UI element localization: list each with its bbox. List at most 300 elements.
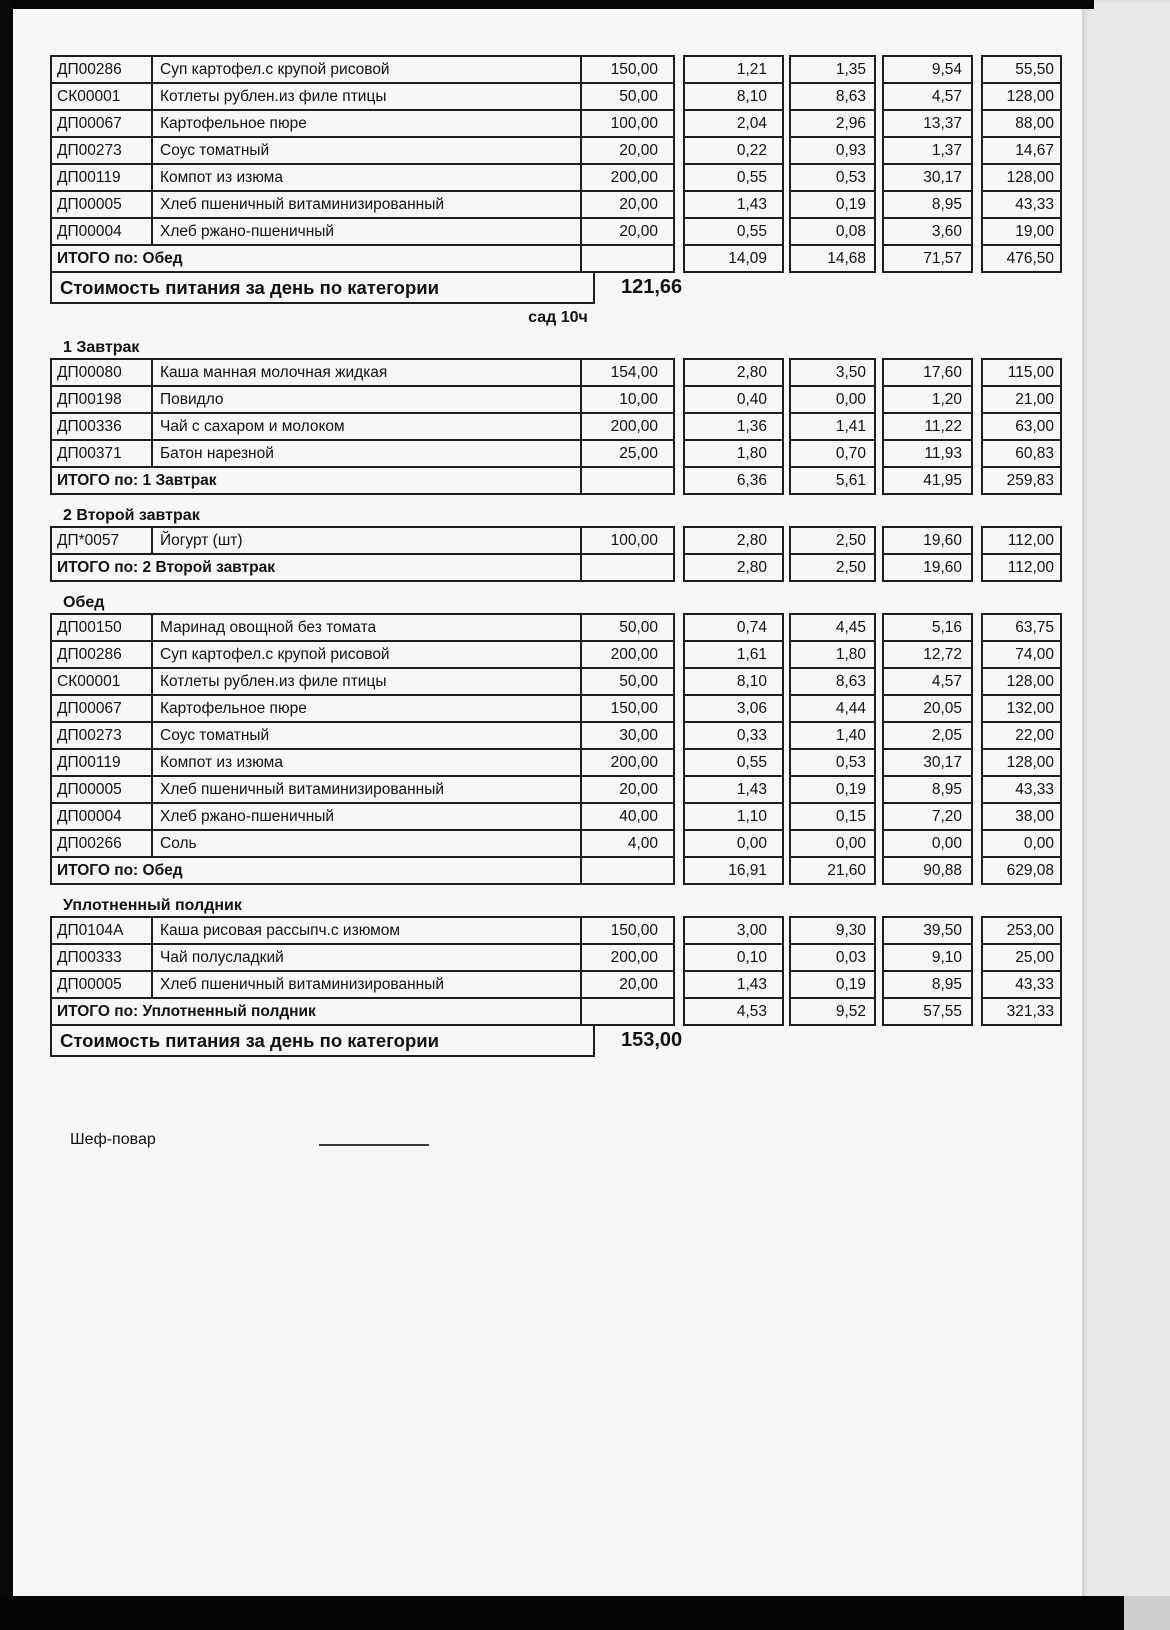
- value-cell: 3,06: [683, 694, 784, 723]
- section-heading: Уплотненный полдник: [63, 897, 242, 914]
- value-cell: 3,60: [882, 217, 973, 246]
- dish-name-cell: Картофельное пюре: [151, 109, 582, 138]
- value-cell: 8,10: [683, 667, 784, 696]
- menu-cost-table: [50, 55, 1066, 1057]
- column-gap: [973, 613, 981, 642]
- value-cell: 128,00: [981, 667, 1062, 696]
- value-cell: 0,10: [683, 943, 784, 972]
- scan-edge-top: [0, 0, 1094, 9]
- column-gap: [973, 640, 981, 669]
- column-gap: [675, 775, 683, 804]
- value-cell: 253,00: [981, 916, 1062, 945]
- column-gap: [973, 916, 981, 945]
- value-cell: 112,00: [981, 553, 1062, 582]
- value-cell: 132,00: [981, 694, 1062, 723]
- row-group: [50, 916, 1066, 999]
- qty-cell: 10,00: [580, 385, 675, 414]
- total-row: [50, 553, 1066, 582]
- scan-edge-bottom: [0, 1596, 1124, 1630]
- section-heading: Обед: [63, 594, 105, 611]
- value-cell: 17,60: [882, 358, 973, 387]
- value-cell: 2,80: [683, 526, 784, 555]
- column-gap: [675, 412, 683, 441]
- value-cell: 55,50: [981, 55, 1062, 84]
- code-cell: ДП00150: [50, 613, 153, 642]
- column-gap: [973, 775, 981, 804]
- column-gap: [675, 526, 683, 555]
- value-cell: 0,70: [789, 439, 876, 468]
- value-cell: 19,60: [882, 553, 973, 582]
- value-cell: 43,33: [981, 775, 1062, 804]
- table-row: [50, 748, 1066, 777]
- table-row: [50, 640, 1066, 669]
- value-cell: 476,50: [981, 244, 1062, 273]
- value-cell: 8,95: [882, 970, 973, 999]
- table-row: [50, 721, 1066, 750]
- table-row: [50, 217, 1066, 246]
- value-cell: 19,00: [981, 217, 1062, 246]
- value-cell: 2,04: [683, 109, 784, 138]
- value-cell: 5,16: [882, 613, 973, 642]
- value-cell: 259,83: [981, 466, 1062, 495]
- value-cell: 9,52: [789, 997, 876, 1026]
- column-gap: [675, 997, 683, 1026]
- table-row: [50, 82, 1066, 111]
- value-cell: 1,43: [683, 190, 784, 219]
- value-cell: 2,80: [683, 358, 784, 387]
- column-gap: [675, 439, 683, 468]
- column-gap: [973, 55, 981, 84]
- value-cell: 2,80: [683, 553, 784, 582]
- code-cell: ДП00005: [50, 775, 153, 804]
- code-cell: ДП00080: [50, 358, 153, 387]
- column-gap: [973, 439, 981, 468]
- column-gap: [675, 970, 683, 999]
- qty-cell: [580, 856, 675, 885]
- table-row: [50, 55, 1066, 84]
- column-gap: [973, 358, 981, 387]
- value-cell: 9,54: [882, 55, 973, 84]
- value-cell: 20,05: [882, 694, 973, 723]
- value-cell: 4,57: [882, 667, 973, 696]
- table-row: [50, 802, 1066, 831]
- value-cell: 13,37: [882, 109, 973, 138]
- dish-name-cell: Каша рисовая рассыпч.с изюмом: [151, 916, 582, 945]
- column-gap: [973, 82, 981, 111]
- value-cell: 19,60: [882, 526, 973, 555]
- value-cell: 8,63: [789, 82, 876, 111]
- total-label-cell: ИТОГО по: Уплотненный полдник: [50, 997, 582, 1026]
- value-cell: 74,00: [981, 640, 1062, 669]
- qty-cell: 100,00: [580, 109, 675, 138]
- value-cell: 88,00: [981, 109, 1062, 138]
- qty-cell: 50,00: [580, 613, 675, 642]
- column-gap: [675, 856, 683, 885]
- qty-cell: 200,00: [580, 163, 675, 192]
- code-cell: ДП00198: [50, 385, 153, 414]
- dish-name-cell: Хлеб ржано-пшеничный: [151, 217, 582, 246]
- value-cell: 1,80: [683, 439, 784, 468]
- code-cell: ДП00067: [50, 109, 153, 138]
- value-cell: 112,00: [981, 526, 1062, 555]
- value-cell: 4,44: [789, 694, 876, 723]
- column-gap: [973, 190, 981, 219]
- dish-name-cell: Маринад овощной без томата: [151, 613, 582, 642]
- signature-row: [70, 1131, 429, 1149]
- column-gap: [675, 943, 683, 972]
- day-cost-value: 153,00: [621, 1029, 683, 1051]
- scan-edge-right: [1082, 0, 1170, 1630]
- column-gap: [973, 694, 981, 723]
- code-cell: ДП00333: [50, 943, 153, 972]
- code-cell: ДП*0057: [50, 526, 153, 555]
- value-cell: 6,36: [683, 466, 784, 495]
- qty-cell: 40,00: [580, 802, 675, 831]
- value-cell: 629,08: [981, 856, 1062, 885]
- dish-name-cell: Суп картофел.с крупой рисовой: [151, 640, 582, 669]
- table-row: [50, 109, 1066, 138]
- column-gap: [675, 136, 683, 165]
- qty-cell: 150,00: [580, 694, 675, 723]
- value-cell: 0,74: [683, 613, 784, 642]
- scan-edge-bottom-right: [1124, 1596, 1170, 1630]
- value-cell: 0,53: [789, 748, 876, 777]
- value-cell: 12,72: [882, 640, 973, 669]
- dish-name-cell: Котлеты рублен.из филе птицы: [151, 82, 582, 111]
- value-cell: 8,95: [882, 775, 973, 804]
- column-gap: [675, 358, 683, 387]
- value-cell: 128,00: [981, 748, 1062, 777]
- column-gap: [973, 667, 981, 696]
- column-gap: [675, 82, 683, 111]
- code-cell: ДП00286: [50, 640, 153, 669]
- code-cell: ДП00119: [50, 748, 153, 777]
- value-cell: 3,00: [683, 916, 784, 945]
- value-cell: 25,00: [981, 943, 1062, 972]
- value-cell: 43,33: [981, 970, 1062, 999]
- value-cell: 1,40: [789, 721, 876, 750]
- table-row: [50, 970, 1066, 999]
- dish-name-cell: Хлеб ржано-пшеничный: [151, 802, 582, 831]
- total-row: [50, 244, 1066, 273]
- qty-cell: 100,00: [580, 526, 675, 555]
- column-gap: [675, 613, 683, 642]
- value-cell: 2,96: [789, 109, 876, 138]
- section-heading: 2 Второй завтрак: [63, 507, 200, 524]
- value-cell: 0,08: [789, 217, 876, 246]
- column-gap: [675, 553, 683, 582]
- dish-name-cell: Каша манная молочная жидкая: [151, 358, 582, 387]
- column-gap: [973, 970, 981, 999]
- column-gap: [675, 385, 683, 414]
- column-gap: [973, 553, 981, 582]
- column-gap: [973, 466, 981, 495]
- value-cell: 41,95: [882, 466, 973, 495]
- qty-cell: 20,00: [580, 190, 675, 219]
- value-cell: 4,57: [882, 82, 973, 111]
- dish-name-cell: Компот из изюма: [151, 163, 582, 192]
- qty-cell: 200,00: [580, 748, 675, 777]
- day-cost-row: [50, 1024, 1066, 1057]
- code-cell: ДП00004: [50, 802, 153, 831]
- row-group: [50, 613, 1066, 858]
- table-row: [50, 358, 1066, 387]
- dish-name-cell: Картофельное пюре: [151, 694, 582, 723]
- value-cell: 7,20: [882, 802, 973, 831]
- scan-edge-left: [0, 0, 13, 1630]
- value-cell: 0,55: [683, 748, 784, 777]
- value-cell: 0,93: [789, 136, 876, 165]
- column-gap: [675, 466, 683, 495]
- value-cell: 57,55: [882, 997, 973, 1026]
- column-gap: [973, 829, 981, 858]
- column-gap: [675, 694, 683, 723]
- value-cell: 0,03: [789, 943, 876, 972]
- dish-name-cell: Хлеб пшеничный витаминизированный: [151, 190, 582, 219]
- qty-cell: 150,00: [580, 55, 675, 84]
- table-row: [50, 385, 1066, 414]
- column-gap: [973, 526, 981, 555]
- value-cell: 8,63: [789, 667, 876, 696]
- signature-line: [319, 1144, 429, 1146]
- column-gap: [973, 217, 981, 246]
- qty-cell: 20,00: [580, 775, 675, 804]
- dish-name-cell: Чай полусладкий: [151, 943, 582, 972]
- table-row: [50, 190, 1066, 219]
- column-gap: [973, 802, 981, 831]
- value-cell: 22,00: [981, 721, 1062, 750]
- table-row: [50, 916, 1066, 945]
- qty-cell: 20,00: [580, 970, 675, 999]
- code-cell: ДП00005: [50, 190, 153, 219]
- code-cell: СК00001: [50, 82, 153, 111]
- table-row: [50, 613, 1066, 642]
- value-cell: 0,00: [683, 829, 784, 858]
- code-cell: ДП00273: [50, 721, 153, 750]
- value-cell: 0,19: [789, 970, 876, 999]
- value-cell: 8,95: [882, 190, 973, 219]
- qty-cell: 4,00: [580, 829, 675, 858]
- table-row: [50, 526, 1066, 555]
- table-row: [50, 694, 1066, 723]
- qty-cell: 50,00: [580, 82, 675, 111]
- qty-cell: [580, 997, 675, 1026]
- qty-cell: 200,00: [580, 943, 675, 972]
- value-cell: 63,75: [981, 613, 1062, 642]
- value-cell: 63,00: [981, 412, 1062, 441]
- value-cell: 4,53: [683, 997, 784, 1026]
- value-cell: 0,40: [683, 385, 784, 414]
- value-cell: 3,50: [789, 358, 876, 387]
- dish-name-cell: Котлеты рублен.из филе птицы: [151, 667, 582, 696]
- section-heading: 1 Завтрак: [63, 339, 140, 356]
- total-row: [50, 466, 1066, 495]
- dish-name-cell: Соус томатный: [151, 721, 582, 750]
- column-gap: [973, 748, 981, 777]
- total-label-cell: ИТОГО по: 1 Завтрак: [50, 466, 582, 495]
- row-group: [50, 55, 1066, 246]
- signature-label: Шеф-повар: [70, 1131, 156, 1148]
- value-cell: 0,55: [683, 163, 784, 192]
- day-cost-row: [50, 271, 1066, 304]
- dish-name-cell: Компот из изюма: [151, 748, 582, 777]
- value-cell: 1,36: [683, 412, 784, 441]
- total-row: [50, 997, 1066, 1026]
- value-cell: 38,00: [981, 802, 1062, 831]
- value-cell: 14,68: [789, 244, 876, 273]
- column-gap: [675, 829, 683, 858]
- value-cell: 43,33: [981, 190, 1062, 219]
- column-gap: [675, 55, 683, 84]
- dish-name-cell: Соль: [151, 829, 582, 858]
- value-cell: 2,05: [882, 721, 973, 750]
- code-cell: ДП00336: [50, 412, 153, 441]
- value-cell: 1,43: [683, 775, 784, 804]
- total-row: [50, 856, 1066, 885]
- dish-name-cell: Суп картофел.с крупой рисовой: [151, 55, 582, 84]
- value-cell: 9,30: [789, 916, 876, 945]
- column-gap: [675, 748, 683, 777]
- qty-cell: 50,00: [580, 667, 675, 696]
- column-gap: [675, 802, 683, 831]
- table-row: [50, 775, 1066, 804]
- value-cell: 21,60: [789, 856, 876, 885]
- dish-name-cell: Батон нарезной: [151, 439, 582, 468]
- value-cell: 0,00: [882, 829, 973, 858]
- value-cell: 71,57: [882, 244, 973, 273]
- value-cell: 14,09: [683, 244, 784, 273]
- value-cell: 321,33: [981, 997, 1062, 1026]
- value-cell: 16,91: [683, 856, 784, 885]
- dish-name-cell: Соус томатный: [151, 136, 582, 165]
- column-gap: [675, 244, 683, 273]
- qty-cell: 200,00: [580, 640, 675, 669]
- column-gap: [973, 412, 981, 441]
- value-cell: 1,37: [882, 136, 973, 165]
- table-row: [50, 439, 1066, 468]
- value-cell: 1,61: [683, 640, 784, 669]
- code-cell: СК00001: [50, 667, 153, 696]
- value-cell: 0,15: [789, 802, 876, 831]
- day-cost-label: Стоимость питания за день по категории: [50, 271, 595, 304]
- dish-name-cell: Хлеб пшеничный витаминизированный: [151, 775, 582, 804]
- value-cell: 1,43: [683, 970, 784, 999]
- column-gap: [675, 217, 683, 246]
- column-gap: [675, 721, 683, 750]
- table-row: [50, 136, 1066, 165]
- qty-cell: 200,00: [580, 412, 675, 441]
- code-cell: ДП00004: [50, 217, 153, 246]
- value-cell: 1,20: [882, 385, 973, 414]
- value-cell: 0,53: [789, 163, 876, 192]
- total-label-cell: ИТОГО по: Обед: [50, 244, 582, 273]
- qty-cell: 25,00: [580, 439, 675, 468]
- total-label-cell: ИТОГО по: 2 Второй завтрак: [50, 553, 582, 582]
- code-cell: ДП00005: [50, 970, 153, 999]
- table-row: [50, 667, 1066, 696]
- column-gap: [675, 109, 683, 138]
- qty-cell: [580, 466, 675, 495]
- day-cost-label: Стоимость питания за день по категории: [50, 1024, 595, 1057]
- value-cell: 39,50: [882, 916, 973, 945]
- code-cell: ДП00266: [50, 829, 153, 858]
- value-cell: 0,55: [683, 217, 784, 246]
- total-label-cell: ИТОГО по: Обед: [50, 856, 582, 885]
- value-cell: 0,00: [981, 829, 1062, 858]
- row-group: [50, 526, 1066, 555]
- value-cell: 9,10: [882, 943, 973, 972]
- dish-name-cell: Повидло: [151, 385, 582, 414]
- column-gap: [973, 856, 981, 885]
- row-group: [50, 358, 1066, 468]
- code-cell: ДП00067: [50, 694, 153, 723]
- value-cell: 60,83: [981, 439, 1062, 468]
- column-gap: [973, 385, 981, 414]
- value-cell: 11,22: [882, 412, 973, 441]
- code-cell: ДП0104А: [50, 916, 153, 945]
- table-row: [50, 163, 1066, 192]
- value-cell: 0,19: [789, 775, 876, 804]
- code-cell: ДП00371: [50, 439, 153, 468]
- column-gap: [973, 163, 981, 192]
- value-cell: 4,45: [789, 613, 876, 642]
- value-cell: 0,00: [789, 385, 876, 414]
- column-gap: [973, 943, 981, 972]
- column-gap: [973, 109, 981, 138]
- code-cell: ДП00273: [50, 136, 153, 165]
- dish-name-cell: Йогурт (шт): [151, 526, 582, 555]
- value-cell: 2,50: [789, 553, 876, 582]
- column-gap: [675, 163, 683, 192]
- value-cell: 1,10: [683, 802, 784, 831]
- qty-cell: 20,00: [580, 217, 675, 246]
- value-cell: 1,35: [789, 55, 876, 84]
- code-cell: ДП00119: [50, 163, 153, 192]
- column-gap: [675, 667, 683, 696]
- qty-cell: 154,00: [580, 358, 675, 387]
- dish-name-cell: Чай с сахаром и молоком: [151, 412, 582, 441]
- table-row: [50, 412, 1066, 441]
- value-cell: 1,41: [789, 412, 876, 441]
- table-row: [50, 829, 1066, 858]
- value-cell: 128,00: [981, 82, 1062, 111]
- value-cell: 2,50: [789, 526, 876, 555]
- day-cost-value: 121,66: [621, 276, 683, 298]
- column-gap: [675, 190, 683, 219]
- value-cell: 1,80: [789, 640, 876, 669]
- qty-cell: 150,00: [580, 916, 675, 945]
- column-gap: [675, 916, 683, 945]
- value-cell: 128,00: [981, 163, 1062, 192]
- value-cell: 14,67: [981, 136, 1062, 165]
- dish-name-cell: Хлеб пшеничный витаминизированный: [151, 970, 582, 999]
- value-cell: 0,22: [683, 136, 784, 165]
- value-cell: 21,00: [981, 385, 1062, 414]
- value-cell: 90,88: [882, 856, 973, 885]
- column-gap: [675, 640, 683, 669]
- column-gap: [973, 136, 981, 165]
- table-row: [50, 943, 1066, 972]
- category-heading: сад 10ч: [528, 309, 588, 326]
- value-cell: 0,33: [683, 721, 784, 750]
- value-cell: 5,61: [789, 466, 876, 495]
- value-cell: 0,19: [789, 190, 876, 219]
- value-cell: 11,93: [882, 439, 973, 468]
- qty-cell: [580, 244, 675, 273]
- value-cell: 30,17: [882, 163, 973, 192]
- code-cell: ДП00286: [50, 55, 153, 84]
- value-cell: 1,21: [683, 55, 784, 84]
